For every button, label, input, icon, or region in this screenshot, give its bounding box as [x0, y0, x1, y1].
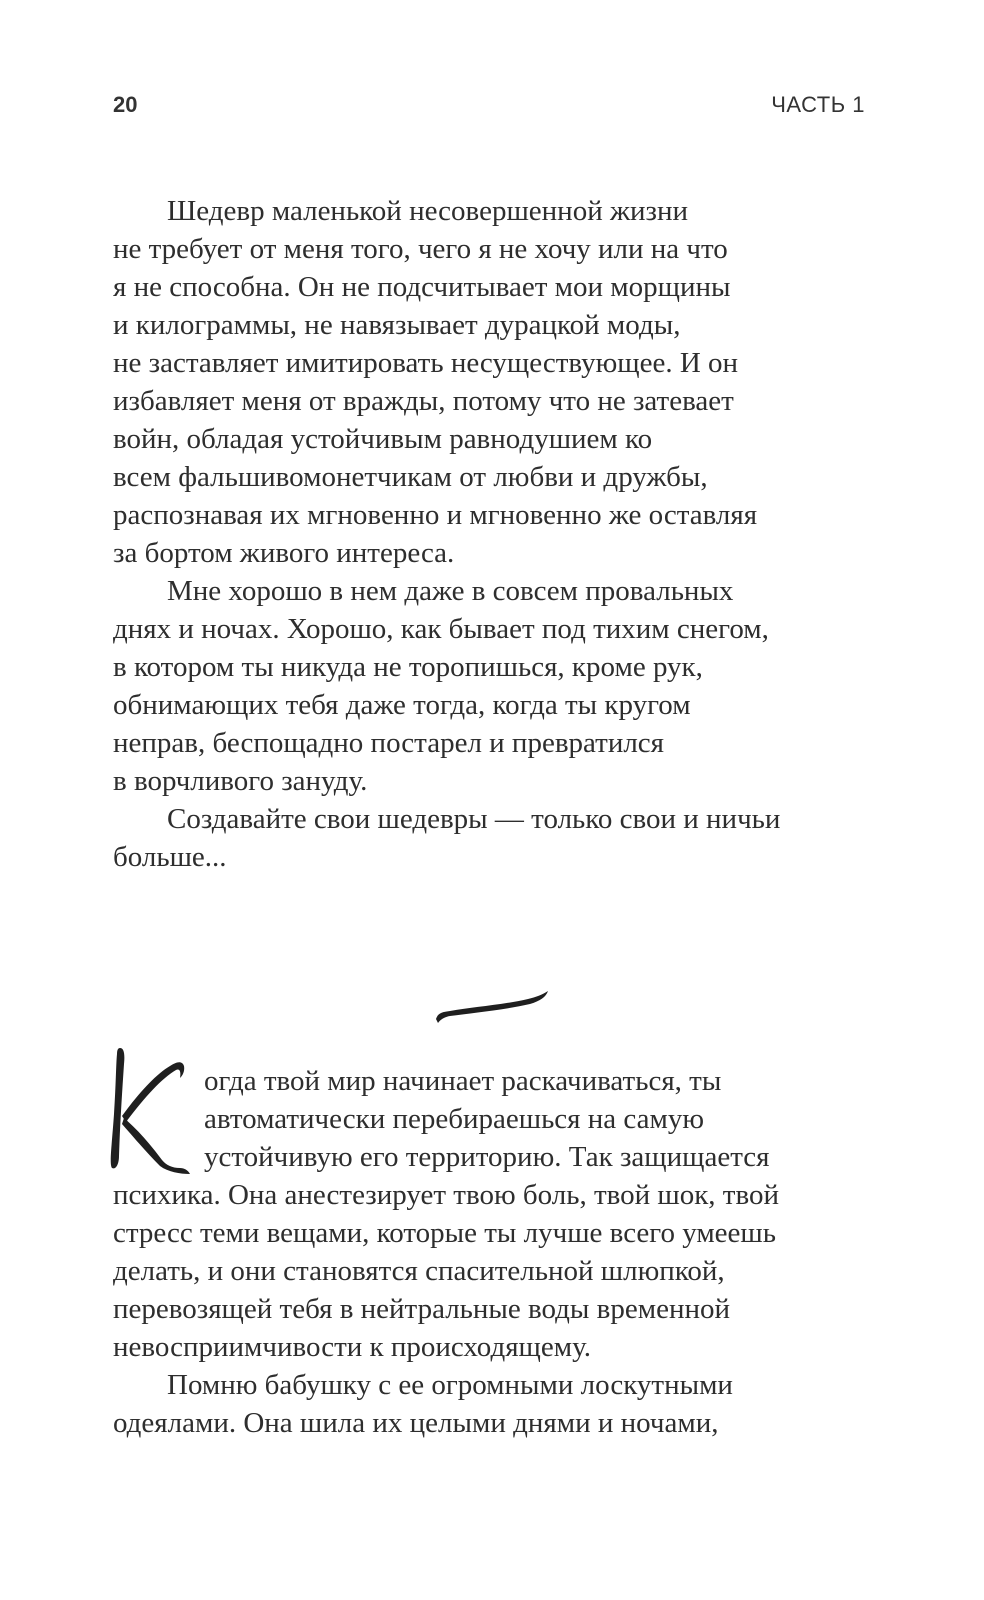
- text-line: психика. Она анестезирует твою боль, твой шок, твой: [113, 1179, 779, 1211]
- text-line: не заставляет имитировать несуществующее. И он: [113, 347, 739, 379]
- text-line: невосприимчивости к происходящему.: [113, 1331, 591, 1363]
- text-line: неправ, беспощадно постарел и превратился: [113, 727, 665, 759]
- paragraph: [113, 800, 873, 876]
- text-line: распознавая их мгновенно и мгновенно же оставляя: [113, 499, 758, 531]
- running-head: [113, 92, 865, 122]
- text-line: я не способна. Он не подсчитывает мои морщины: [113, 271, 731, 303]
- text-line: в котором ты никуда не торопишься, кроме рук,: [113, 651, 703, 683]
- part-label: ЧАСТЬ 1: [771, 92, 865, 117]
- text-line: больше...: [113, 841, 227, 873]
- text-line: перевозящей тебя в нейтральные воды временной: [113, 1293, 731, 1325]
- text-line: устойчивую его территорию. Так защищается: [204, 1141, 770, 1173]
- text-line: Шедевр маленькой несовершенной жизни: [167, 195, 689, 227]
- text-line: огда твой мир начинает раскачиваться, ты: [204, 1065, 722, 1097]
- section-1-text: [113, 192, 873, 876]
- paragraph: [113, 192, 873, 572]
- paragraph: [113, 1366, 873, 1442]
- text-line: обнимающих тебя даже тогда, когда ты кругом: [113, 689, 691, 721]
- text-line: не требует от меня того, чего я не хочу или на что: [113, 233, 728, 265]
- text-line: Создавайте свои шедевры — только свои и ничьи: [167, 803, 781, 835]
- text-line: стресс теми вещами, которые ты лучше всего умеешь: [113, 1217, 776, 1249]
- section-2-text: [113, 1062, 873, 1442]
- page-number: 20: [113, 92, 138, 117]
- paragraph: [113, 572, 873, 800]
- text-line: и килограммы, не навязывает дурацкой моды,: [113, 309, 681, 341]
- text-line: за бортом живого интереса.: [113, 537, 455, 569]
- paragraph: [113, 1062, 873, 1366]
- text-line: делать, и они становятся спасительной шлюпкой,: [113, 1255, 725, 1287]
- brush-stroke-flourish-icon: [432, 985, 552, 1025]
- text-line: днях и ночах. Хорошо, как бывает под тихим снегом,: [113, 613, 769, 645]
- text-line: одеялами. Она шила их целыми днями и ночами,: [113, 1407, 719, 1439]
- text-line: всем фальшивомонетчикам от любви и дружбы,: [113, 461, 708, 493]
- text-line: в ворчливого зануду.: [113, 765, 368, 797]
- text-line: автоматически перебираешься на самую: [204, 1103, 705, 1135]
- text-line: Помню бабушку с ее огромными лоскутными: [167, 1369, 733, 1401]
- text-line: избавляет меня от вражды, потому что не затевает: [113, 385, 734, 417]
- text-line: Мне хорошо в нем даже в совсем провальных: [167, 575, 734, 607]
- text-line: войн, обладая устойчивым равнодушием ко: [113, 423, 653, 455]
